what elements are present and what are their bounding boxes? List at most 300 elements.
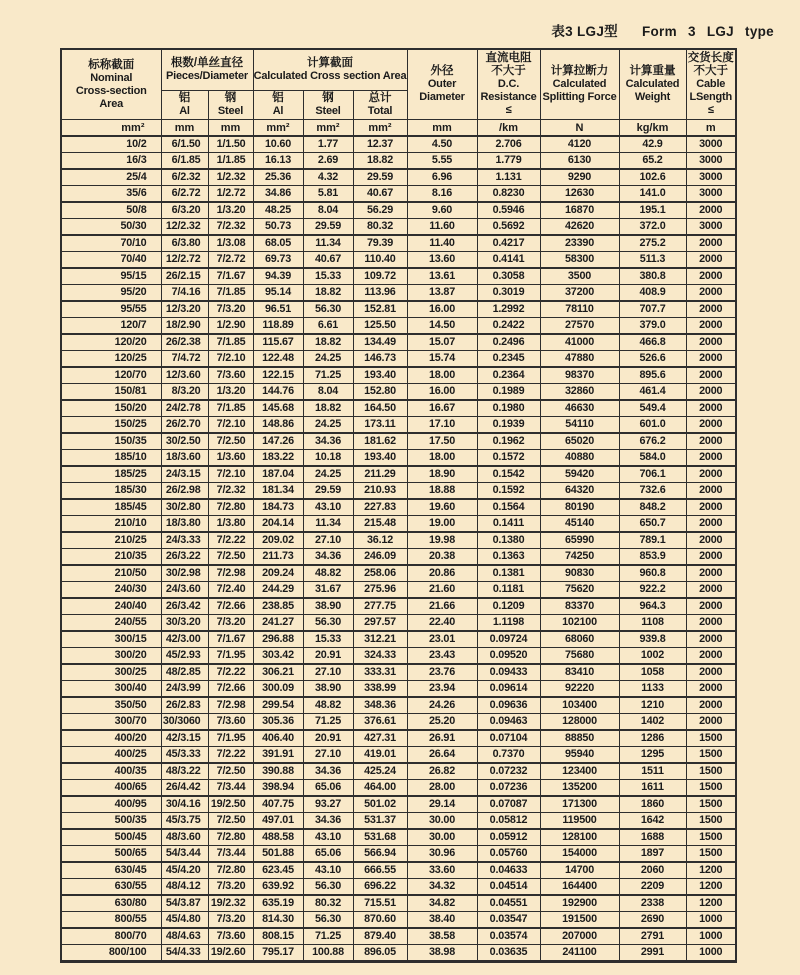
cell: 7/1.85 [208, 285, 253, 302]
cell: 650.7 [619, 516, 686, 533]
cell: 118.89 [253, 318, 303, 335]
cell: 666.55 [353, 862, 407, 879]
cell: 26.64 [407, 747, 477, 764]
cell: 7/2.66 [208, 598, 253, 615]
cell: 7/2.10 [208, 351, 253, 368]
cell: 1.2992 [477, 301, 540, 318]
cell: 2209 [619, 879, 686, 896]
cell: 16/3 [61, 153, 161, 170]
col-header-splitting-force [540, 49, 619, 120]
cell: 128000 [540, 714, 619, 731]
cell: 185/30 [61, 483, 161, 500]
cell: 7/2.80 [208, 499, 253, 516]
unit-cell: mm [407, 120, 477, 137]
cell: 30/2.50 [161, 433, 208, 450]
table-row [61, 219, 736, 236]
cell: 56.30 [303, 879, 353, 896]
cell: 1000 [686, 928, 736, 945]
cell: 376.61 [353, 714, 407, 731]
cell: 12.37 [353, 136, 407, 153]
cell: 0.4217 [477, 235, 540, 252]
cell: 120/20 [61, 334, 161, 351]
cell: 584.0 [619, 450, 686, 467]
header-line: Cross-section [75, 84, 147, 97]
col-header-cable-length [686, 49, 736, 120]
cell: 1500 [686, 780, 736, 797]
cell: 34.86 [253, 186, 303, 203]
cell: 7/2.50 [208, 549, 253, 566]
cell: 0.07236 [477, 780, 540, 797]
cell: 30.00 [407, 829, 477, 846]
cell: 95/15 [61, 268, 161, 285]
cell: 6/2.32 [161, 169, 208, 186]
table-row [61, 945, 736, 962]
cell: 128100 [540, 829, 619, 846]
cell: 150/35 [61, 433, 161, 450]
cell: 185/45 [61, 499, 161, 516]
header-line: Weight [634, 91, 671, 103]
cell: 1002 [619, 648, 686, 665]
header-line: D.C. [497, 78, 520, 90]
cell: 7/2.98 [208, 565, 253, 582]
cell: 0.8230 [477, 186, 540, 203]
cell: 23.94 [407, 681, 477, 698]
cell: 34.82 [407, 895, 477, 912]
cell: 88850 [540, 730, 619, 747]
table-row [61, 714, 736, 731]
cell: 16870 [540, 202, 619, 219]
cell: 30.96 [407, 846, 477, 863]
cell: 0.07087 [477, 796, 540, 813]
cell: 171300 [540, 796, 619, 813]
cell: 33.60 [407, 862, 477, 879]
cell: 6/1.85 [161, 153, 208, 170]
cell: 0.1209 [477, 598, 540, 615]
cell: 215.48 [353, 516, 407, 533]
cell: 71.25 [303, 928, 353, 945]
cell: 38.90 [303, 598, 353, 615]
cell: 27.10 [303, 747, 353, 764]
cell: 48/3.60 [161, 829, 208, 846]
cell: 15.33 [303, 268, 353, 285]
header-line: Area [99, 97, 124, 110]
cell: 65.2 [619, 153, 686, 170]
header-line: 交货长度 [687, 52, 734, 64]
cell: 192900 [540, 895, 619, 912]
cell: 24/3.15 [161, 466, 208, 483]
cell: 56.30 [303, 912, 353, 929]
header-line: 计算重量 [629, 65, 676, 77]
cell: 48.25 [253, 202, 303, 219]
table-row [61, 598, 736, 615]
cell: 0.1592 [477, 483, 540, 500]
cell: 38.40 [407, 912, 477, 929]
cell: 56.30 [303, 301, 353, 318]
cell: 511.3 [619, 252, 686, 269]
cell: 1500 [686, 846, 736, 863]
cell: 0.09614 [477, 681, 540, 698]
cell: 800/100 [61, 945, 161, 962]
cell: 277.75 [353, 598, 407, 615]
cell: 1500 [686, 796, 736, 813]
cell: 120/7 [61, 318, 161, 335]
cell: 23390 [540, 235, 619, 252]
cell: 93.27 [303, 796, 353, 813]
cell: 241.27 [253, 615, 303, 632]
cell: 30/3060 [161, 714, 208, 731]
cell: 26/2.70 [161, 417, 208, 434]
cell: 800/70 [61, 928, 161, 945]
cell: 8.04 [303, 202, 353, 219]
header-line: 钢 [224, 92, 237, 104]
cell: 150/20 [61, 400, 161, 417]
table-row [61, 186, 736, 203]
cell: 7/2.50 [208, 813, 253, 830]
cell: 23.01 [407, 631, 477, 648]
cell: 38.90 [303, 681, 353, 698]
header-line: 不大于 [491, 65, 526, 77]
cell: 42/3.15 [161, 730, 208, 747]
cell: 1402 [619, 714, 686, 731]
cell: 209.02 [253, 532, 303, 549]
cell: 7/2.22 [208, 747, 253, 764]
table-header [61, 49, 736, 136]
cell: 7/3.44 [208, 846, 253, 863]
cell: 43.10 [303, 862, 353, 879]
cell: 18.82 [303, 400, 353, 417]
cell: 0.1989 [477, 384, 540, 401]
cell: 0.1411 [477, 516, 540, 533]
page-title-en: Form 3 LGJ type [641, 24, 774, 39]
cell: 6.96 [407, 169, 477, 186]
cell: 246.09 [353, 549, 407, 566]
cell: 7/1.67 [208, 631, 253, 648]
cell: 34.36 [303, 813, 353, 830]
cell: 148.86 [253, 417, 303, 434]
cell: 2000 [686, 615, 736, 632]
cell: 2791 [619, 928, 686, 945]
cell: 19.00 [407, 516, 477, 533]
cell: 2.706 [477, 136, 540, 153]
cell: 11.34 [303, 235, 353, 252]
cell: 2000 [686, 400, 736, 417]
cell: 83410 [540, 664, 619, 681]
header-line: 直流电阻 [485, 52, 532, 64]
cell: 18.88 [407, 483, 477, 500]
cell: 185/10 [61, 450, 161, 467]
cell: 210/50 [61, 565, 161, 582]
table-row [61, 285, 736, 302]
cell: 207000 [540, 928, 619, 945]
cell: 24/3.99 [161, 681, 208, 698]
cell: 960.8 [619, 565, 686, 582]
cell: 870.60 [353, 912, 407, 929]
cell: 28.00 [407, 780, 477, 797]
header-line: 计算截面 [307, 57, 353, 69]
cell: 461.4 [619, 384, 686, 401]
cell: 7/2.50 [208, 433, 253, 450]
cell: 635.19 [253, 895, 303, 912]
cell: 7/2.50 [208, 763, 253, 780]
cell: 2338 [619, 895, 686, 912]
cell: 350/50 [61, 697, 161, 714]
cell: 24/3.60 [161, 582, 208, 599]
cell: 24.25 [303, 466, 353, 483]
cell: 630/80 [61, 895, 161, 912]
cell: 531.68 [353, 829, 407, 846]
cell: 2000 [686, 367, 736, 384]
cell: 15.74 [407, 351, 477, 368]
page-title-zh: 表3 LGJ型 [551, 24, 618, 39]
cell: 1/3.20 [208, 384, 253, 401]
cell: 12/3.20 [161, 301, 208, 318]
cell: 0.4141 [477, 252, 540, 269]
header-line: 标称截面 [88, 58, 135, 71]
cell: 173.11 [353, 417, 407, 434]
cell: 95/20 [61, 285, 161, 302]
cell: 0.1572 [477, 450, 540, 467]
cell: 338.99 [353, 681, 407, 698]
cell: 26/3.42 [161, 598, 208, 615]
cell: 0.09724 [477, 631, 540, 648]
cell: 2000 [686, 532, 736, 549]
cell: 37200 [540, 285, 619, 302]
cell: 90830 [540, 565, 619, 582]
cell: 30/4.16 [161, 796, 208, 813]
cell: 300/25 [61, 664, 161, 681]
cell: 800/55 [61, 912, 161, 929]
cell: 3000 [686, 153, 736, 170]
cell: 6.61 [303, 318, 353, 335]
cell: 65.06 [303, 780, 353, 797]
cell: 0.03635 [477, 945, 540, 962]
cell: 40880 [540, 450, 619, 467]
cell: 1860 [619, 796, 686, 813]
cell: 122.15 [253, 367, 303, 384]
cell: 707.7 [619, 301, 686, 318]
table-row [61, 648, 736, 665]
cell: 18/3.60 [161, 450, 208, 467]
cell: 59420 [540, 466, 619, 483]
cell: 7/2.66 [208, 681, 253, 698]
unit-cell: mm² [61, 120, 161, 137]
cell: 95940 [540, 747, 619, 764]
cell: 1/3.08 [208, 235, 253, 252]
table-row [61, 879, 736, 896]
cell: 48.82 [303, 697, 353, 714]
cell: 20.86 [407, 565, 477, 582]
cell: 34.36 [303, 433, 353, 450]
cell: 240/30 [61, 582, 161, 599]
cell: 6/3.20 [161, 202, 208, 219]
cell: 300.09 [253, 681, 303, 698]
cell: 71.25 [303, 714, 353, 731]
header-line: Al [179, 105, 190, 117]
cell: 96.51 [253, 301, 303, 318]
cell: 30/2.80 [161, 499, 208, 516]
cell: 7/2.32 [208, 219, 253, 236]
cell: 0.04514 [477, 879, 540, 896]
units-row [61, 120, 736, 137]
cell: 9.60 [407, 202, 477, 219]
cell: 26.91 [407, 730, 477, 747]
table-row [61, 334, 736, 351]
cell: 29.59 [303, 219, 353, 236]
header-line: Diameter [419, 91, 465, 103]
cell: 2000 [686, 697, 736, 714]
cell: 240/55 [61, 615, 161, 632]
cell: 6/2.72 [161, 186, 208, 203]
cell: 210/25 [61, 532, 161, 549]
cell: 110.40 [353, 252, 407, 269]
cell: 2000 [686, 268, 736, 285]
cell: 808.15 [253, 928, 303, 945]
cell: 488.58 [253, 829, 303, 846]
cell: 1500 [686, 829, 736, 846]
cell: 2000 [686, 648, 736, 665]
cell: 0.1542 [477, 466, 540, 483]
cell: 0.7370 [477, 747, 540, 764]
cell: 10.60 [253, 136, 303, 153]
cell: 45/4.80 [161, 912, 208, 929]
table-row [61, 796, 736, 813]
cell: 241100 [540, 945, 619, 962]
cell: 400/35 [61, 763, 161, 780]
cell: 706.1 [619, 466, 686, 483]
cell: 7/4.72 [161, 351, 208, 368]
cell: 48/3.22 [161, 763, 208, 780]
cell: 30.00 [407, 813, 477, 830]
header-line: Pieces/Diameter [166, 70, 248, 82]
cell: 134.49 [353, 334, 407, 351]
cell: 922.2 [619, 582, 686, 599]
header-line: Steel [217, 105, 244, 117]
cell: 70/10 [61, 235, 161, 252]
subheader-steel-pieces [208, 91, 253, 120]
table-row [61, 615, 736, 632]
cell: 71.25 [303, 367, 353, 384]
cell: 2000 [686, 202, 736, 219]
cell: 2000 [686, 582, 736, 599]
cell: 372.0 [619, 219, 686, 236]
col-header-nominal-area [61, 49, 161, 120]
cell: 300/40 [61, 681, 161, 698]
cell: 22.40 [407, 615, 477, 632]
table-row [61, 582, 736, 599]
cell: 3000 [686, 219, 736, 236]
col-header-calculated-section [253, 49, 407, 91]
cell: 34.32 [407, 879, 477, 896]
cell: 54110 [540, 417, 619, 434]
cell: 122.48 [253, 351, 303, 368]
cell: 2000 [686, 483, 736, 500]
cell: 2000 [686, 433, 736, 450]
cell: 48/2.85 [161, 664, 208, 681]
cell: 630/55 [61, 879, 161, 896]
cell: 333.31 [353, 664, 407, 681]
cell: 1500 [686, 813, 736, 830]
cell: 92220 [540, 681, 619, 698]
cell: 0.05812 [477, 813, 540, 830]
cell: 1108 [619, 615, 686, 632]
table-row [61, 631, 736, 648]
cell: 0.1564 [477, 499, 540, 516]
cell: 95/55 [61, 301, 161, 318]
cell: 7/2.22 [208, 664, 253, 681]
cell: 7/2.40 [208, 582, 253, 599]
table-row [61, 928, 736, 945]
cell: 7/3.60 [208, 928, 253, 945]
cell: 5.55 [407, 153, 477, 170]
col-header-outer-diameter [407, 49, 477, 120]
cell: 48/4.12 [161, 879, 208, 896]
cell: 8.04 [303, 384, 353, 401]
cell: 14700 [540, 862, 619, 879]
table-row [61, 367, 736, 384]
cell: 4.50 [407, 136, 477, 153]
header-line: LSength [689, 91, 733, 103]
cell: 12/2.32 [161, 219, 208, 236]
cell: 1000 [686, 945, 736, 962]
cell: 19/2.50 [208, 796, 253, 813]
table-row [61, 846, 736, 863]
cell: 26/2.98 [161, 483, 208, 500]
cell: 13.87 [407, 285, 477, 302]
cell: 2060 [619, 862, 686, 879]
cell: 400/20 [61, 730, 161, 747]
unit-cell: m [686, 120, 736, 137]
cell: 30/3.20 [161, 615, 208, 632]
cell: 64320 [540, 483, 619, 500]
cell: 4.32 [303, 169, 353, 186]
cell: 29.14 [407, 796, 477, 813]
table-row [61, 136, 736, 153]
cell: 601.0 [619, 417, 686, 434]
cell: 0.03547 [477, 912, 540, 929]
table-row [61, 169, 736, 186]
cell: 141.0 [619, 186, 686, 203]
cell: 19.98 [407, 532, 477, 549]
cell: 0.1363 [477, 549, 540, 566]
cell: 9290 [540, 169, 619, 186]
cell: 1.1198 [477, 615, 540, 632]
cell: 26/2.15 [161, 268, 208, 285]
cell: 56.29 [353, 202, 407, 219]
cell: 7/2.80 [208, 829, 253, 846]
cell: 184.73 [253, 499, 303, 516]
cell: 2000 [686, 301, 736, 318]
cell: 2991 [619, 945, 686, 962]
cell: 848.2 [619, 499, 686, 516]
cell: 1611 [619, 780, 686, 797]
cell: 26/2.83 [161, 697, 208, 714]
cell: 102100 [540, 615, 619, 632]
cell: 0.1381 [477, 565, 540, 582]
cell: 1.779 [477, 153, 540, 170]
table-row [61, 549, 736, 566]
cell: 26/2.38 [161, 334, 208, 351]
cell: 209.24 [253, 565, 303, 582]
cell: 795.17 [253, 945, 303, 962]
cell: 1/3.20 [208, 202, 253, 219]
cell: 34.36 [303, 763, 353, 780]
cell: 187.04 [253, 466, 303, 483]
cell: 68.05 [253, 235, 303, 252]
table-row [61, 681, 736, 698]
cell: 25.36 [253, 169, 303, 186]
cell: 36.12 [353, 532, 407, 549]
cell: 0.2364 [477, 367, 540, 384]
